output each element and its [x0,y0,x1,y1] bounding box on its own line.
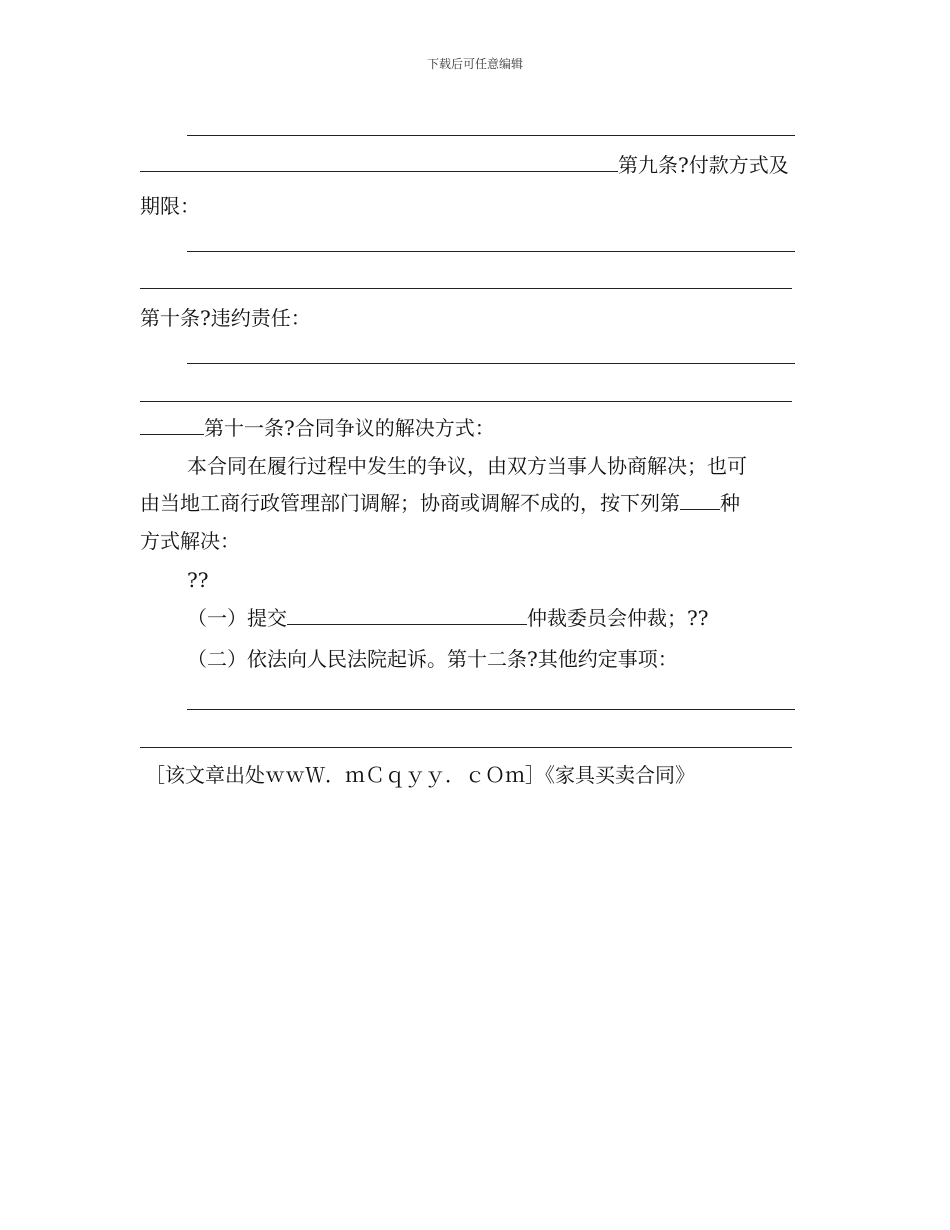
article-10-label: 第十条?违约责任： [140,306,311,330]
blank-line [187,708,795,710]
article-11-paragraph-text-end: 种 [720,491,740,515]
option-2: （二）依法向人民法院起诉。第十二条?其他约定事项： [187,647,678,671]
arbitration-committee-blank [287,606,527,625]
page-header-note: 下载后可任意编辑 [426,57,523,71]
blank-line [140,746,792,748]
article-9-label: 第九条?付款方式及 [618,153,789,177]
option-1-suffix: 仲裁委员会仲裁；?? [527,606,709,630]
blank-line [140,400,792,402]
blank-line [187,250,795,252]
choice-blank [680,491,720,510]
option-1 [187,605,708,631]
placeholder-marks: ?? [187,568,209,592]
option-1-prefix: （一）提交 [187,606,287,630]
source-footer: ［该文章出处ｗｗＷ．ｍＣｑｙｙ．ｃＯｍ］《家具买卖合同》 [145,763,695,787]
article-11-paragraph-line-1: 本合同在履行过程中发生的争议，由双方当事人协商解决；也可 [187,454,747,478]
blank-field [140,416,204,435]
article-9-line [140,152,789,178]
article-9-line-cont: 期限： [140,194,200,218]
article-11-paragraph-line-3: 方式解决： [140,529,240,553]
blank-line [140,287,792,289]
article-11-line [140,415,495,441]
article-11-paragraph-text: 由当地工商行政管理部门调解；协商或调解不成的，按下列第 [140,491,680,515]
article-11-label: 第十一条?合同争议的解决方式： [204,416,495,440]
blank-field [140,153,618,172]
article-11-paragraph-line-2 [140,490,740,516]
blank-line [187,362,795,364]
blank-line [187,134,795,136]
